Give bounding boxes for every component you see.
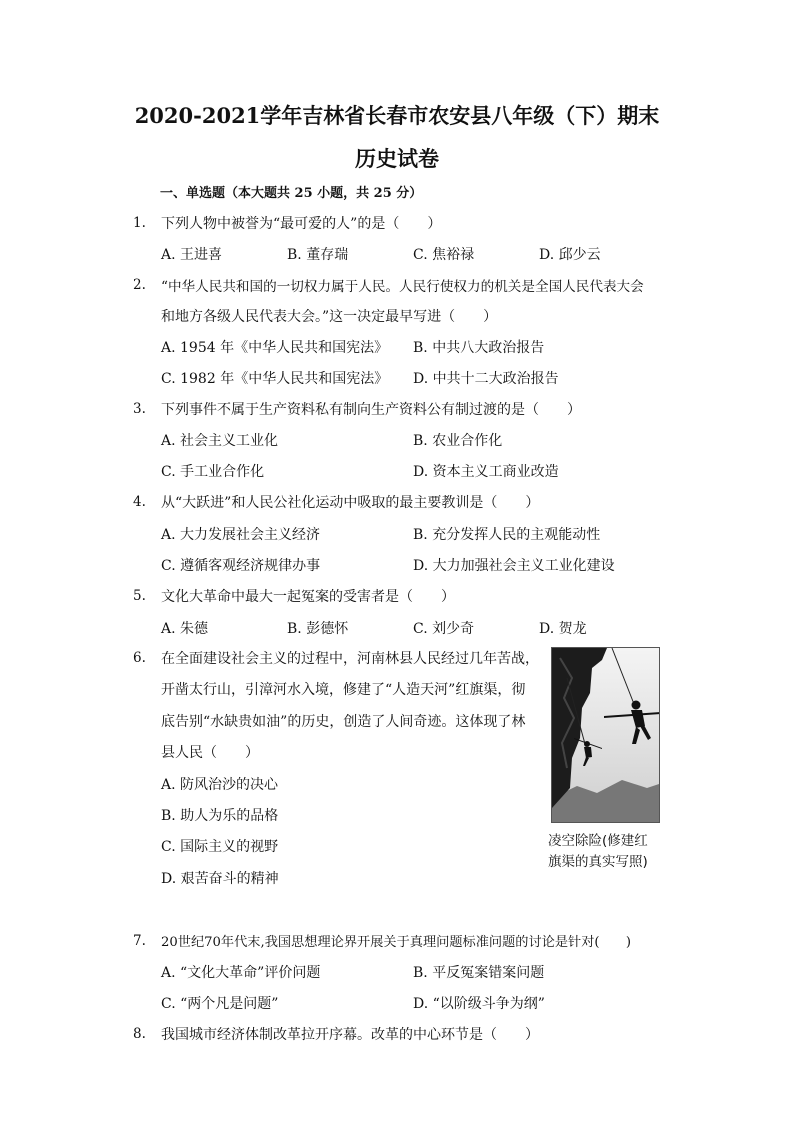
question-stem: 在全面建设社会主义的过程中，河南林县人民经过几年苦战， [161, 651, 539, 667]
option-d: D. “以阶级斗争为纲” [413, 996, 545, 1012]
option-d: D. 大力加强社会主义工业化建设 [413, 558, 615, 574]
option-d: D. 贺龙 [539, 621, 587, 637]
question-stem: 和地方各级人民代表大会。”这一决定最早写进（ ） [161, 309, 498, 325]
question-number: 5. [133, 588, 146, 604]
option-b: B. 平反冤案错案问题 [413, 965, 545, 981]
question-stem: 底告别“水缺贵如油”的历史，创造了人间奇迹。这体现了林 [161, 714, 526, 730]
question-number: 6. [133, 650, 146, 666]
question-number: 7. [133, 933, 146, 949]
option-a: A. 朱德 [161, 621, 209, 637]
question-number: 3. [133, 401, 146, 417]
question-number: 2. [133, 277, 146, 293]
question-stem: 从“大跃进”和人民公社化运动中吸取的最主要教训是（ ） [161, 495, 540, 511]
option-c: C. 刘少奇 [413, 621, 475, 637]
option-c: C. 手工业合作化 [161, 464, 265, 480]
option-d: D. 艰苦奋斗的精神 [161, 871, 279, 887]
option-a: A. 防风治沙的决心 [161, 777, 279, 793]
option-a: A. 1954 年《中华人民共和国宪法》 [161, 340, 389, 356]
question-stem: 开凿太行山，引漳河水入境，修建了“人造天河”红旗渠，彻 [161, 682, 526, 698]
section-heading: 一、单选题（本大题共 25 小题，共 25 分） [160, 186, 423, 201]
option-c: C. 国际主义的视野 [161, 839, 279, 855]
option-a: A. 王进喜 [161, 247, 223, 263]
question-stem: 我国城市经济体制改革拉开序幕。改革的中心环节是（ ） [161, 1027, 539, 1043]
option-c: C. 焦裕禄 [413, 247, 475, 263]
photo-caption: 旗渠的真实写照) [548, 854, 648, 870]
option-b: B. 助人为乐的品格 [161, 808, 279, 824]
option-b: B. 董存瑞 [287, 247, 349, 263]
option-b: B. 充分发挥人民的主观能动性 [413, 527, 601, 543]
question-stem: 下列事件不属于生产资料私有制向生产资料公有制过渡的是（ ） [161, 402, 581, 418]
question-stem: “中华人民共和国的一切权力属于人民。人民行使权力的机关是全国人民代表大会 [161, 279, 644, 295]
question-stem: 20世纪70年代末,我国思想理论界开展关于真理问题标准问题的讨论是针对( ) [161, 935, 632, 950]
option-d: D. 邱少云 [539, 247, 601, 263]
question-stem: 县人民（ ） [161, 745, 259, 761]
exam-subtitle: 历史试卷 [355, 146, 439, 171]
option-a: A. 社会主义工业化 [161, 433, 279, 449]
question-stem: 下列人物中被誉为“最可爱的人”的是（ ） [161, 216, 442, 232]
option-c: C. 遵循客观经济规律办事 [161, 558, 321, 574]
option-d: D. 资本主义工商业改造 [413, 464, 559, 480]
question-number: 4. [133, 494, 146, 510]
option-d: D. 中共十二大政治报告 [413, 371, 559, 387]
option-b: B. 中共八大政治报告 [413, 340, 545, 356]
question-number: 1. [133, 215, 146, 231]
option-b: B. 农业合作化 [413, 433, 503, 449]
option-a: A. 大力发展社会主义经济 [161, 527, 321, 543]
option-c: C. 1982 年《中华人民共和国宪法》 [161, 371, 389, 387]
question-number: 8. [133, 1026, 146, 1042]
photo-caption: 凌空除险(修建红 [548, 833, 648, 849]
option-b: B. 彭德怀 [287, 621, 349, 637]
option-c: C. “两个凡是问题” [161, 996, 279, 1012]
cliff-worker-photo [551, 647, 660, 823]
exam-title: 2020-2021学年吉林省长春市农安县八年级（下）期末 [134, 103, 660, 128]
option-a: A. “文化大革命”评价问题 [161, 965, 321, 981]
question-stem: 文化大革命中最大一起冤案的受害者是（ ） [161, 589, 455, 605]
